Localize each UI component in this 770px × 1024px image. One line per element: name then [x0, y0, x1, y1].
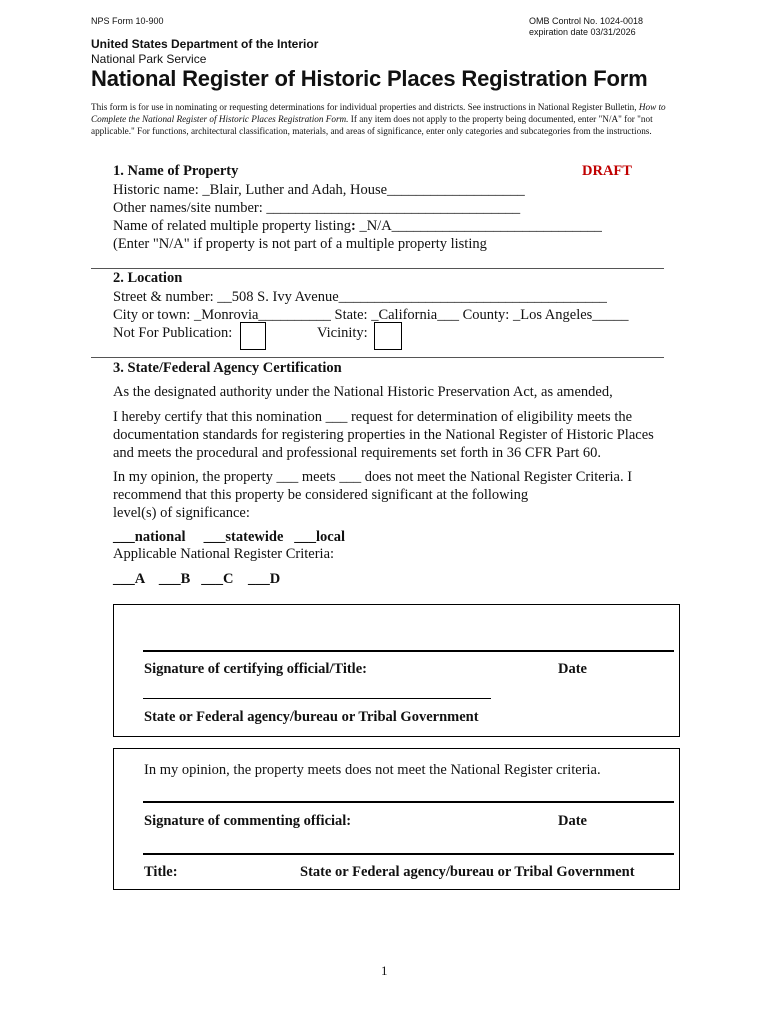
- expiration-date: expiration date 03/31/2026: [529, 27, 636, 37]
- section-divider: [91, 268, 664, 269]
- city-value[interactable]: _Monrovia__________: [193, 307, 331, 323]
- related-listing-row: [113, 217, 602, 235]
- intro-text-2: If any item does not apply to the property being documented, enter "N/A" for "not applicable." For functions, architectural classification, materials, and areas of significance, enter only categories and subcategories from the instructions.: [91, 114, 653, 136]
- commenting-date-label: Date: [558, 813, 587, 829]
- state-value[interactable]: _California___: [371, 307, 459, 323]
- historic-name-value[interactable]: _Blair, Luther and Adah, House___________________: [202, 182, 525, 198]
- certification-signature-box: [113, 604, 680, 737]
- certify-line-3: and meets the procedural and professional requirements set forth in 36 CFR Part 60.: [113, 445, 602, 461]
- section-divider: [91, 357, 664, 358]
- city-label: City or town:: [113, 307, 194, 323]
- not-for-publication-label: Not For Publication:: [113, 325, 233, 341]
- intro-paragraph: [91, 101, 686, 137]
- related-listing-colon: :: [350, 218, 360, 234]
- opinion-line-2: recommend that this property be considered significant at the following: [113, 487, 529, 503]
- certify-line-1: I hereby certify that this nomination ___ request for determination of eligibility meets the: [113, 409, 633, 425]
- service-name: National Park Service: [91, 52, 207, 66]
- other-names-row: [113, 199, 520, 217]
- street-label: Street & number:: [113, 289, 218, 305]
- signature-line[interactable]: [143, 801, 674, 803]
- opinion-line-3: level(s) of significance:: [113, 505, 250, 521]
- form-title: National Register of Historic Places Registration Form: [91, 66, 648, 91]
- commenting-signature-label: Signature of commenting official:: [144, 813, 352, 829]
- commenting-opinion: In my opinion, the property meets does not meet the National Register criteria.: [144, 762, 601, 778]
- county-label: County:: [458, 307, 513, 323]
- department-name: United States Department of the Interior: [91, 37, 319, 51]
- historic-name-label: Historic name:: [113, 182, 203, 198]
- criteria-options[interactable]: ___A ___B ___C ___D: [113, 571, 281, 587]
- intro-bulletin-title: How to Complete the National Register of Historic Places Registration Form.: [91, 102, 666, 124]
- related-listing-note: (Enter "N/A" if property is not part of a multiple property listing: [113, 236, 487, 252]
- certifying-date-label: Date: [558, 661, 587, 677]
- other-names-label: Other names/site number:: [113, 200, 267, 216]
- related-listing-label: Name of related multiple property listing: [113, 218, 351, 234]
- not-for-publication-checkbox[interactable]: [240, 322, 266, 350]
- commenting-agency-label: State or Federal agency/bureau or Tribal Government: [300, 864, 635, 880]
- authority-statement: As the designated authority under the National Historic Preservation Act, as amended,: [113, 384, 613, 400]
- omb-control-number: OMB Control No. 1024-0018: [529, 16, 644, 26]
- signature-line[interactable]: [143, 650, 674, 652]
- vicinity-checkbox[interactable]: [374, 322, 402, 350]
- certify-line-2: documentation standards for registering properties in the National Register of Historic Places: [113, 427, 654, 443]
- significance-levels[interactable]: ___national ___statewide ___local: [113, 529, 345, 545]
- commenting-title-label: Title:: [144, 864, 178, 880]
- county-value[interactable]: _Los Angeles_____: [512, 307, 629, 323]
- draft-label: DRAFT: [582, 163, 632, 179]
- street-value[interactable]: __508 S. Ivy Avenue_____________________________________: [217, 289, 607, 305]
- form-number: NPS Form 10-900: [91, 16, 164, 26]
- vicinity-label: Vicinity:: [317, 325, 368, 341]
- certifying-signature-label: Signature of certifying official/Title:: [144, 661, 367, 677]
- section-3-title: 3. State/Federal Agency Certification: [113, 360, 342, 376]
- section-1-title: 1. Name of Property: [113, 163, 239, 179]
- section-2-title: 2. Location: [113, 270, 183, 286]
- page-number: 1: [381, 963, 388, 978]
- other-names-value[interactable]: ___________________________________: [266, 200, 521, 216]
- intro-text-1: This form is for use in nominating or requesting determinations for individual properties and districts. See instructions in National Register Bulletin,: [91, 102, 637, 112]
- title-line[interactable]: [143, 853, 674, 855]
- state-label: State:: [330, 307, 372, 323]
- criteria-label: Applicable National Register Criteria:: [113, 546, 335, 562]
- commenting-official-box: [113, 748, 680, 890]
- related-listing-value[interactable]: _N/A_____________________________: [359, 218, 602, 234]
- historic-name-row: [113, 181, 525, 199]
- opinion-line-1: In my opinion, the property ___ meets ___ does not meet the National Register Criteria. I: [113, 469, 633, 485]
- city-state-county-row: [113, 306, 629, 324]
- certifying-agency-label: State or Federal agency/bureau or Tribal Government: [144, 709, 479, 725]
- agency-line[interactable]: [143, 698, 491, 699]
- street-row: [113, 288, 607, 306]
